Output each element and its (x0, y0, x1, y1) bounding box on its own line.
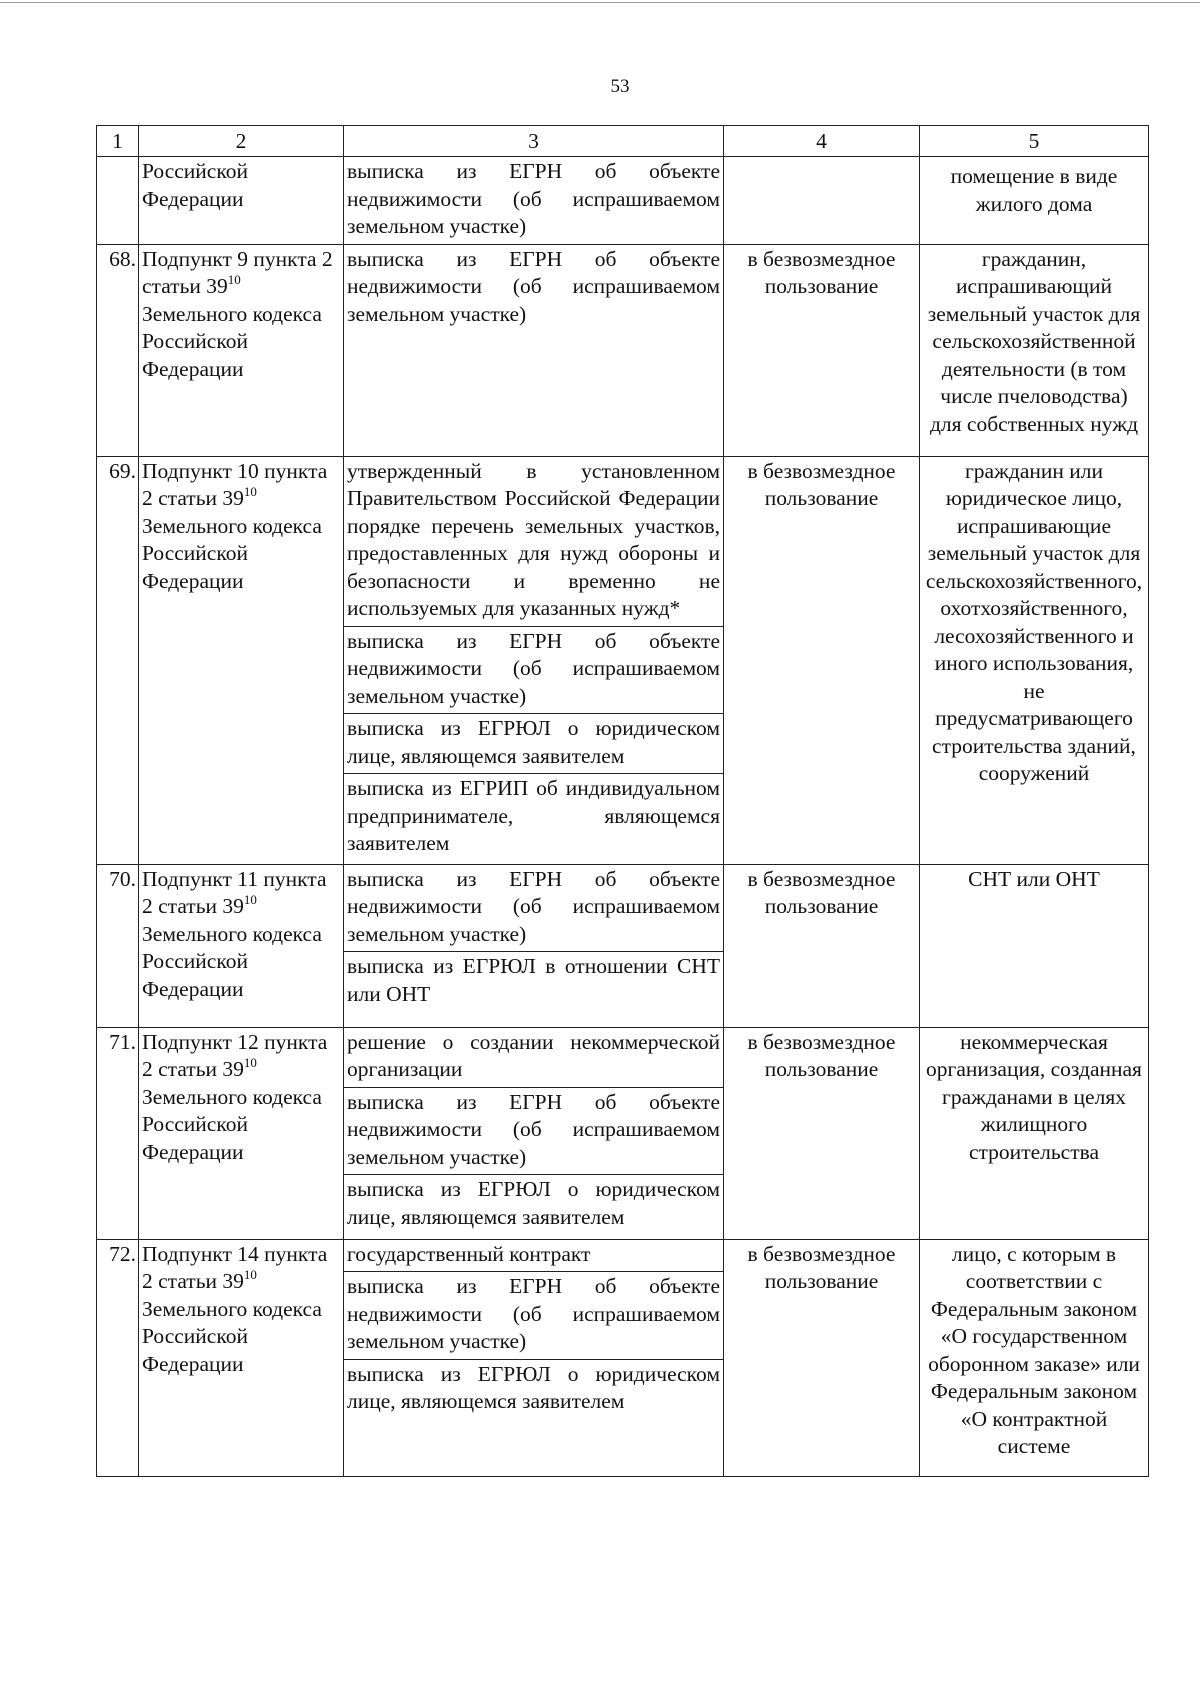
right-type: в безвозмездное пользование (724, 1239, 920, 1476)
document-item: выписка из ЕГРН об объекте недвижимости (об испрашиваемом земельном участке) (347, 246, 720, 326)
applicant: некоммерческая организация, созданная гражданами в целях жилищного строительства (920, 1027, 1149, 1239)
applicant: СНТ или ОНТ (920, 864, 1149, 1027)
documents-cell (344, 1239, 724, 1476)
legal-basis (139, 456, 344, 864)
documents-cell (344, 864, 724, 1027)
header-cell: 5 (920, 126, 1149, 157)
services-table (96, 125, 1149, 1477)
basis-text: Земельного кодекса Российской Федерации (142, 921, 322, 1001)
right-type: в безвозмездное пользование (724, 864, 920, 1027)
article-superscript: 10 (227, 272, 241, 287)
applicant: гражданин или юридическое лицо, испрашивающие земельный участок для сельскохозяйственного, охотхозяйственного, лесохозяйственного и иного использования, не предусматривающего строительства зданий, сооружений (920, 456, 1149, 864)
article-superscript: 10 (243, 892, 257, 907)
continuation-row (97, 157, 1149, 245)
table-row (97, 456, 1149, 864)
legal-basis (139, 1027, 344, 1239)
basis-text: Подпункт 10 пункта 2 статьи 39 (142, 458, 328, 510)
basis-text: Земельного кодекса Российской Федерации (142, 1296, 322, 1376)
document-item: выписка из ЕГРЮЛ о юридическом лице, являющемся заявителем (344, 713, 723, 773)
document-item: выписка из ЕГРН об объекте недвижимости (об испрашиваемом земельном участке) (347, 866, 720, 946)
right-type (724, 157, 920, 245)
document-line: земельном участке) (347, 214, 527, 238)
documents-cell (344, 456, 724, 864)
header-cell: 2 (139, 126, 344, 157)
row-number: 70. (97, 864, 139, 1027)
document-line: выписка из ЕГРН об объекте (347, 159, 720, 183)
document-item: выписка из ЕГРН об объекте недвижимости (об испрашиваемом земельном участке) (344, 1087, 723, 1175)
row-number: 68. (97, 244, 139, 456)
document-item: выписка из ЕГРН об объекте недвижимости (об испрашиваемом земельном участке) (344, 1271, 723, 1359)
header-cell: 1 (97, 126, 139, 157)
table-row (97, 244, 1149, 456)
documents-cell (344, 157, 724, 245)
documents-cell (344, 244, 724, 456)
row-number: 72. (97, 1239, 139, 1476)
table-row (97, 864, 1149, 1027)
row-number: 69. (97, 456, 139, 864)
basis-text: Земельного кодекса Российской Федерации (142, 301, 322, 381)
right-type: в безвозмездное пользование (724, 244, 920, 456)
document-item (344, 157, 723, 244)
basis-line: Федерации (142, 186, 244, 211)
row-number (97, 157, 139, 245)
legal-basis (139, 1239, 344, 1476)
basis-text: Подпункт 11 пункта 2 статьи 39 (142, 866, 327, 918)
legal-basis (139, 244, 344, 456)
table-row (97, 1239, 1149, 1476)
basis-text: Земельного кодекса Российской Федерации (142, 1084, 322, 1164)
legal-basis (139, 157, 344, 245)
document-item: государственный контракт (347, 1241, 591, 1266)
document-item: решение о создании некоммерческой организации (347, 1029, 720, 1081)
basis-text: Земельного кодекса Российской Федерации (142, 513, 322, 593)
basis-text: Подпункт 9 пункта 2 статьи 39 (142, 246, 333, 298)
legal-basis (139, 864, 344, 1027)
applicant: лицо, с которым в соответствии с Федеральным законом «О государственном оборонном заказе» или Федеральным законом «О контрактной системе (920, 1239, 1149, 1476)
right-type: в безвозмездное пользование (724, 456, 920, 864)
right-type: в безвозмездное пользование (724, 1027, 920, 1239)
documents-cell (344, 1027, 724, 1239)
page-number: 53 (610, 76, 630, 97)
scan-edge-line (0, 2, 1200, 3)
document-item: выписка из ЕГРН об объекте недвижимости (об испрашиваемом земельном участке) (344, 626, 723, 714)
header-cell: 4 (724, 126, 920, 157)
row-number: 71. (97, 1027, 139, 1239)
document-item: выписка из ЕГРИП об индивидуальном предпринимателе, являющемся заявителем (344, 773, 723, 861)
header-cell: 3 (344, 126, 724, 157)
basis-text: Подпункт 14 пункта 2 статьи 39 (142, 1241, 328, 1293)
document-item: выписка из ЕГРЮЛ о юридическом лице, являющемся заявителем (344, 1359, 723, 1419)
applicant: помещение в виде жилого дома (920, 157, 1149, 245)
header-row (97, 126, 1149, 157)
table-row (97, 1027, 1149, 1239)
article-superscript: 10 (243, 1055, 257, 1070)
basis-line: Российской (142, 159, 248, 183)
article-superscript: 10 (243, 484, 257, 499)
basis-text: Подпункт 12 пункта 2 статьи 39 (142, 1029, 328, 1081)
document-line: недвижимости (об испрашиваемом (347, 186, 720, 211)
document-item: выписка из ЕГРЮЛ о юридическом лице, являющемся заявителем (344, 1174, 723, 1234)
document-item: выписка из ЕГРЮЛ в отношении СНТ или ОНТ (344, 951, 723, 1011)
document-item: утвержденный в установленном Правительством Российской Федерации порядке перечень земельных участков, предоставленных для нужд обороны и безопасности и временно не используемых для указанных нужд* (347, 458, 720, 620)
article-superscript: 10 (243, 1267, 257, 1282)
applicant: гражданин, испрашивающий земельный участок для сельскохозяйственной деятельности (в том числе пчеловодства) для собственных нужд (920, 244, 1149, 456)
